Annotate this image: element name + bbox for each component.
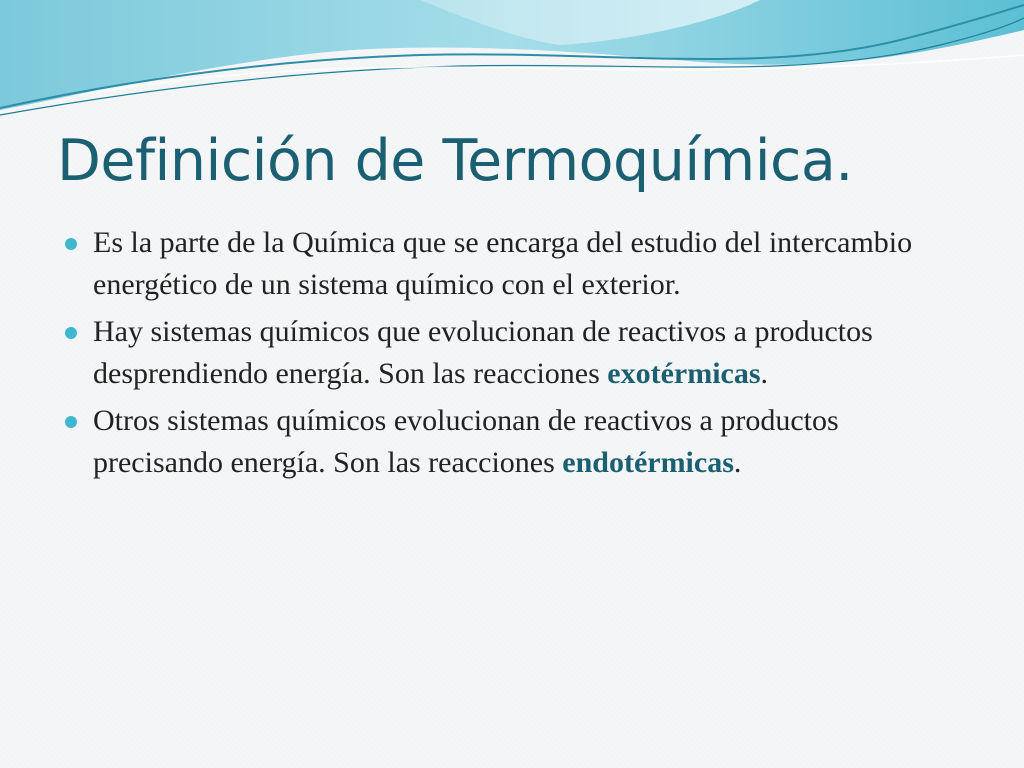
bullet-text: Hay sistemas químicos que evolucionan de reactivos a productos desprendiendo energía. Son las reacciones — [93, 315, 873, 390]
bullet-item — [63, 400, 943, 484]
slide-title: Definición de Termoquímica. — [57, 128, 853, 194]
bullet-text: Es la parte de la Química que se encarga del estudio del intercambio energético de un sistema químico con el exterior. — [93, 226, 913, 301]
bullet-end: . — [733, 446, 742, 479]
bullet-dot-icon — [65, 238, 77, 250]
bullet-list — [63, 222, 943, 489]
bullet-text: Otros sistemas químicos evolucionan de reactivos a productos precisando energía. Son las reacciones — [93, 404, 839, 479]
highlight-term: endotérmicas — [562, 446, 734, 479]
bullet-end: . — [760, 357, 769, 390]
bullet-dot-icon — [65, 327, 77, 339]
bullet-item — [63, 311, 943, 395]
bullet-dot-icon — [65, 416, 77, 428]
bullet-item — [63, 222, 943, 306]
highlight-term: exotérmicas — [607, 357, 761, 390]
header-wave-decoration — [0, 0, 1024, 130]
